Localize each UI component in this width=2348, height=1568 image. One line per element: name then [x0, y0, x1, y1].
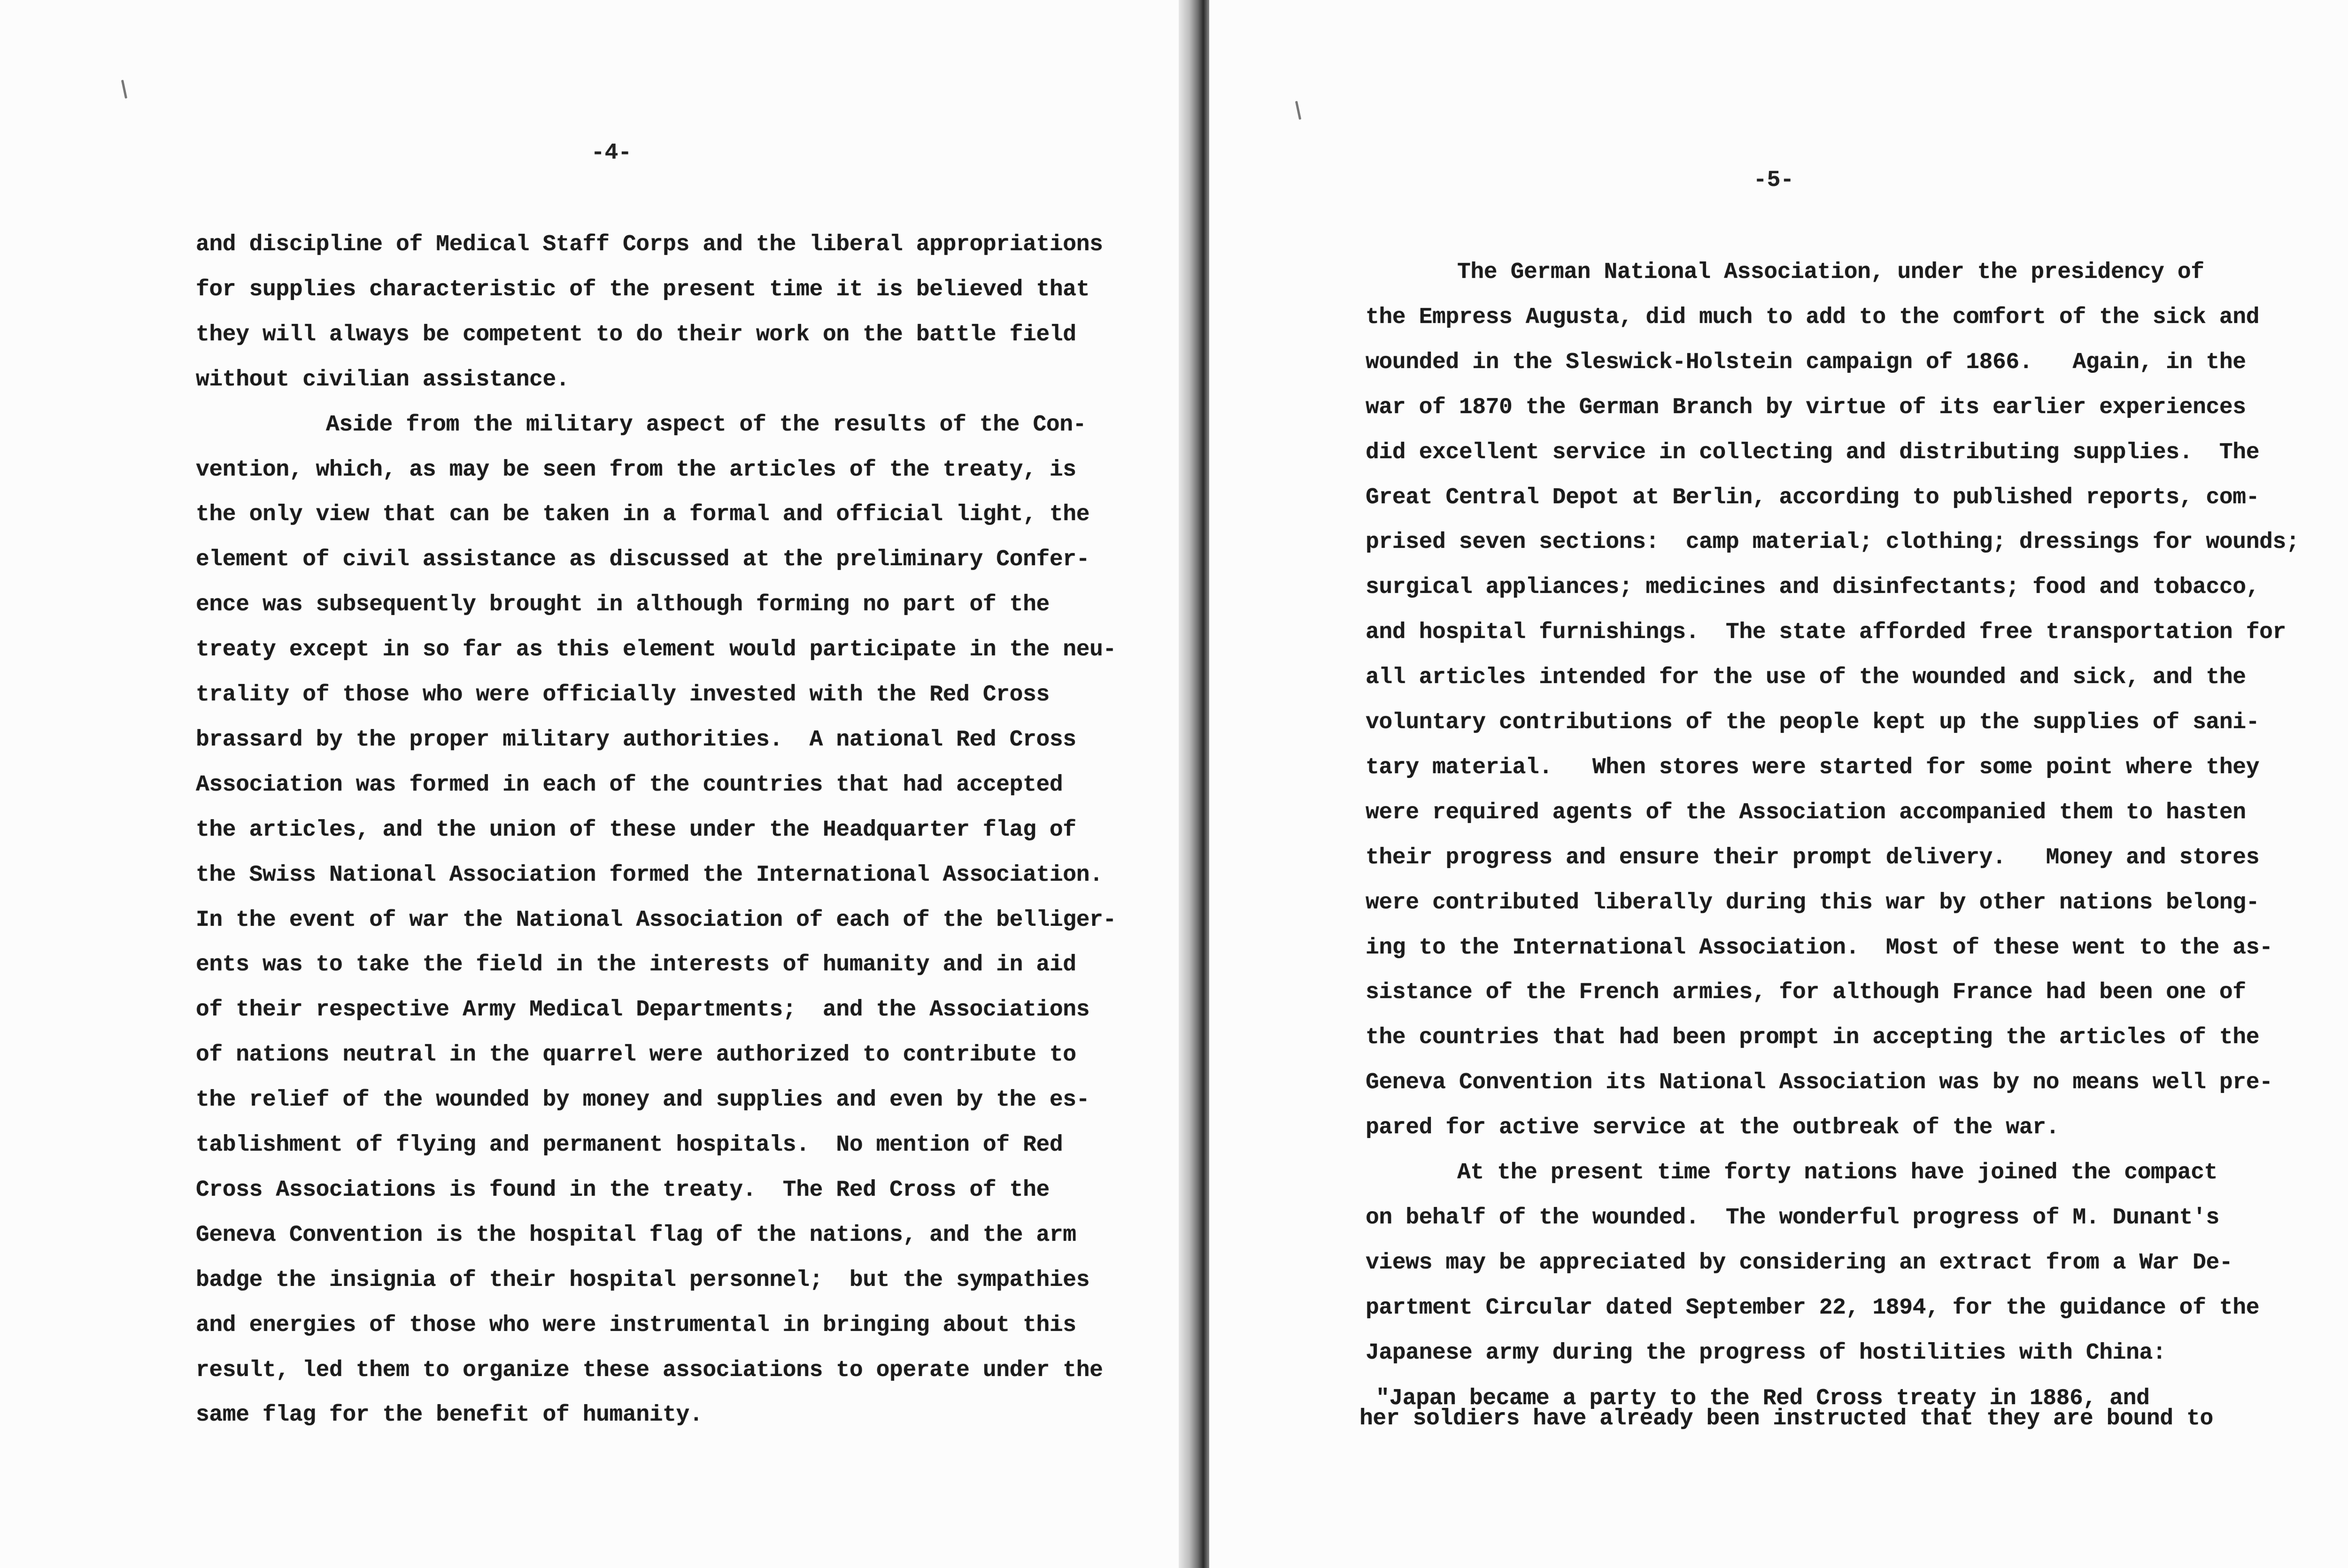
- scan-mark: [121, 80, 127, 99]
- text-line: Cross Associations is found in the treaty. The Red Cross of the: [196, 1177, 1050, 1203]
- text-line: and discipline of Medical Staff Corps and the liberal appropriations: [196, 232, 1103, 257]
- text-line: The German National Association, under the presidency of: [1457, 260, 2204, 285]
- text-line: views may be appreciated by considering an extract from a War De-: [1366, 1250, 2233, 1276]
- text-line: ents was to take the field in the interests of humanity and in aid: [196, 952, 1076, 978]
- text-line: they will always be competent to do their work on the battle field: [196, 322, 1076, 347]
- text-line: wounded in the Sleswick-Holstein campaign of 1866. Again, in the: [1366, 349, 2246, 375]
- text-line: were contributed liberally during this war by other nations belong-: [1366, 890, 2260, 915]
- text-line: all articles intended for the use of the wounded and sick, and the: [1366, 665, 2246, 691]
- page-gutter: [1179, 0, 1214, 1568]
- text-line: Japanese army during the progress of hostilities with China:: [1366, 1340, 2166, 1366]
- text-line: the articles, and the union of these under the Headquarter flag of: [196, 817, 1076, 843]
- text-line: pared for active service at the outbreak of the war.: [1366, 1115, 2060, 1141]
- text-line: Geneva Convention its National Association was by no means well pre-: [1366, 1070, 2273, 1096]
- text-line: In the event of war the National Association of each of the belliger-: [196, 907, 1116, 933]
- text-line: result, led them to organize these associations to operate under the: [196, 1357, 1103, 1383]
- text-line: brassard by the proper military authorities. A national Red Cross: [196, 727, 1076, 753]
- text-line: of their respective Army Medical Departments; and the Associations: [196, 997, 1090, 1023]
- text-line: tary material. When stores were started for some point where they: [1366, 754, 2260, 780]
- text-line: same flag for the benefit of humanity.: [196, 1402, 703, 1428]
- text-line: the Empress Augusta, did much to add to the comfort of the sick and: [1366, 304, 2260, 330]
- text-line: without civilian assistance.: [196, 367, 570, 392]
- text-line: war of 1870 the German Branch by virtue of its earlier experiences: [1366, 394, 2246, 420]
- text-line: on behalf of the wounded. The wonderful progress of M. Dunant's: [1366, 1205, 2219, 1230]
- text-line: vention, which, as may be seen from the articles of the treaty, is: [196, 457, 1076, 483]
- text-line: partment Circular dated September 22, 1894, for the guidance of the: [1366, 1295, 2260, 1321]
- text-line: for supplies characteristic of the present time it is believed that: [196, 277, 1090, 302]
- text-line: of nations neutral in the quarrel were authorized to contribute to: [196, 1042, 1076, 1068]
- text-line: were required agents of the Association accompanied them to hasten: [1366, 799, 2246, 825]
- text-line: ence was subsequently brought in although forming no part of the: [196, 592, 1050, 618]
- text-line: the Swiss National Association formed the International Association.: [196, 862, 1103, 888]
- text-line: At the present time forty nations have joined the compact: [1457, 1160, 2218, 1185]
- text-line: the only view that can be taken in a formal and official light, the: [196, 502, 1090, 528]
- text-line: Aside from the military aspect of the results of the Con-: [326, 412, 1087, 438]
- text-line: element of civil assistance as discussed at the preliminary Confer-: [196, 547, 1090, 573]
- page-number-left: -4-: [591, 140, 632, 166]
- text-line: treaty except in so far as this element would participate in the neu-: [196, 637, 1116, 663]
- text-line: tablishment of flying and permanent hospitals. No mention of Red: [196, 1132, 1063, 1158]
- scan-mark: [1295, 101, 1301, 120]
- text-line: and energies of those who were instrumental in bringing about this: [196, 1312, 1076, 1338]
- text-line: sistance of the French armies, for although France had been one of: [1366, 980, 2246, 1006]
- text-line: prised seven sections: camp material; clothing; dressings for wounds;: [1366, 530, 2300, 555]
- text-line: surgical appliances; medicines and disinfectants; food and tobacco,: [1366, 575, 2260, 600]
- text-line: Association was formed in each of the countries that had accepted: [196, 772, 1063, 798]
- text-line: and hospital furnishings. The state afforded free transportation for: [1366, 620, 2286, 646]
- text-line: their progress and ensure their prompt delivery. Money and stores: [1366, 845, 2260, 870]
- text-line: voluntary contributions of the people kept up the supplies of sani-: [1366, 710, 2260, 735]
- page-number-right: -5-: [1753, 168, 1794, 193]
- text-line: ing to the International Association. Most of these went to the as-: [1366, 935, 2273, 961]
- text-line: did excellent service in collecting and distributing supplies. The: [1366, 439, 2260, 465]
- text-line: Great Central Depot at Berlin, according to published reports, com-: [1366, 484, 2260, 510]
- text-line: the countries that had been prompt in accepting the articles of the: [1366, 1025, 2260, 1051]
- text-line: badge the insignia of their hospital personnel; but the sympathies: [196, 1267, 1090, 1293]
- right-page: [1209, 0, 2348, 1568]
- text-line: the relief of the wounded by money and supplies and even by the es-: [196, 1087, 1090, 1113]
- text-line: trality of those who were officially invested with the Red Cross: [196, 682, 1050, 707]
- text-line: her soldiers have already been instructed that they are bound to: [1359, 1406, 2213, 1431]
- text-line: Geneva Convention is the hospital flag of the nations, and the arm: [196, 1222, 1076, 1248]
- text-line: "Japan became a party to the Red Cross treaty in 1886, and: [1376, 1386, 2150, 1411]
